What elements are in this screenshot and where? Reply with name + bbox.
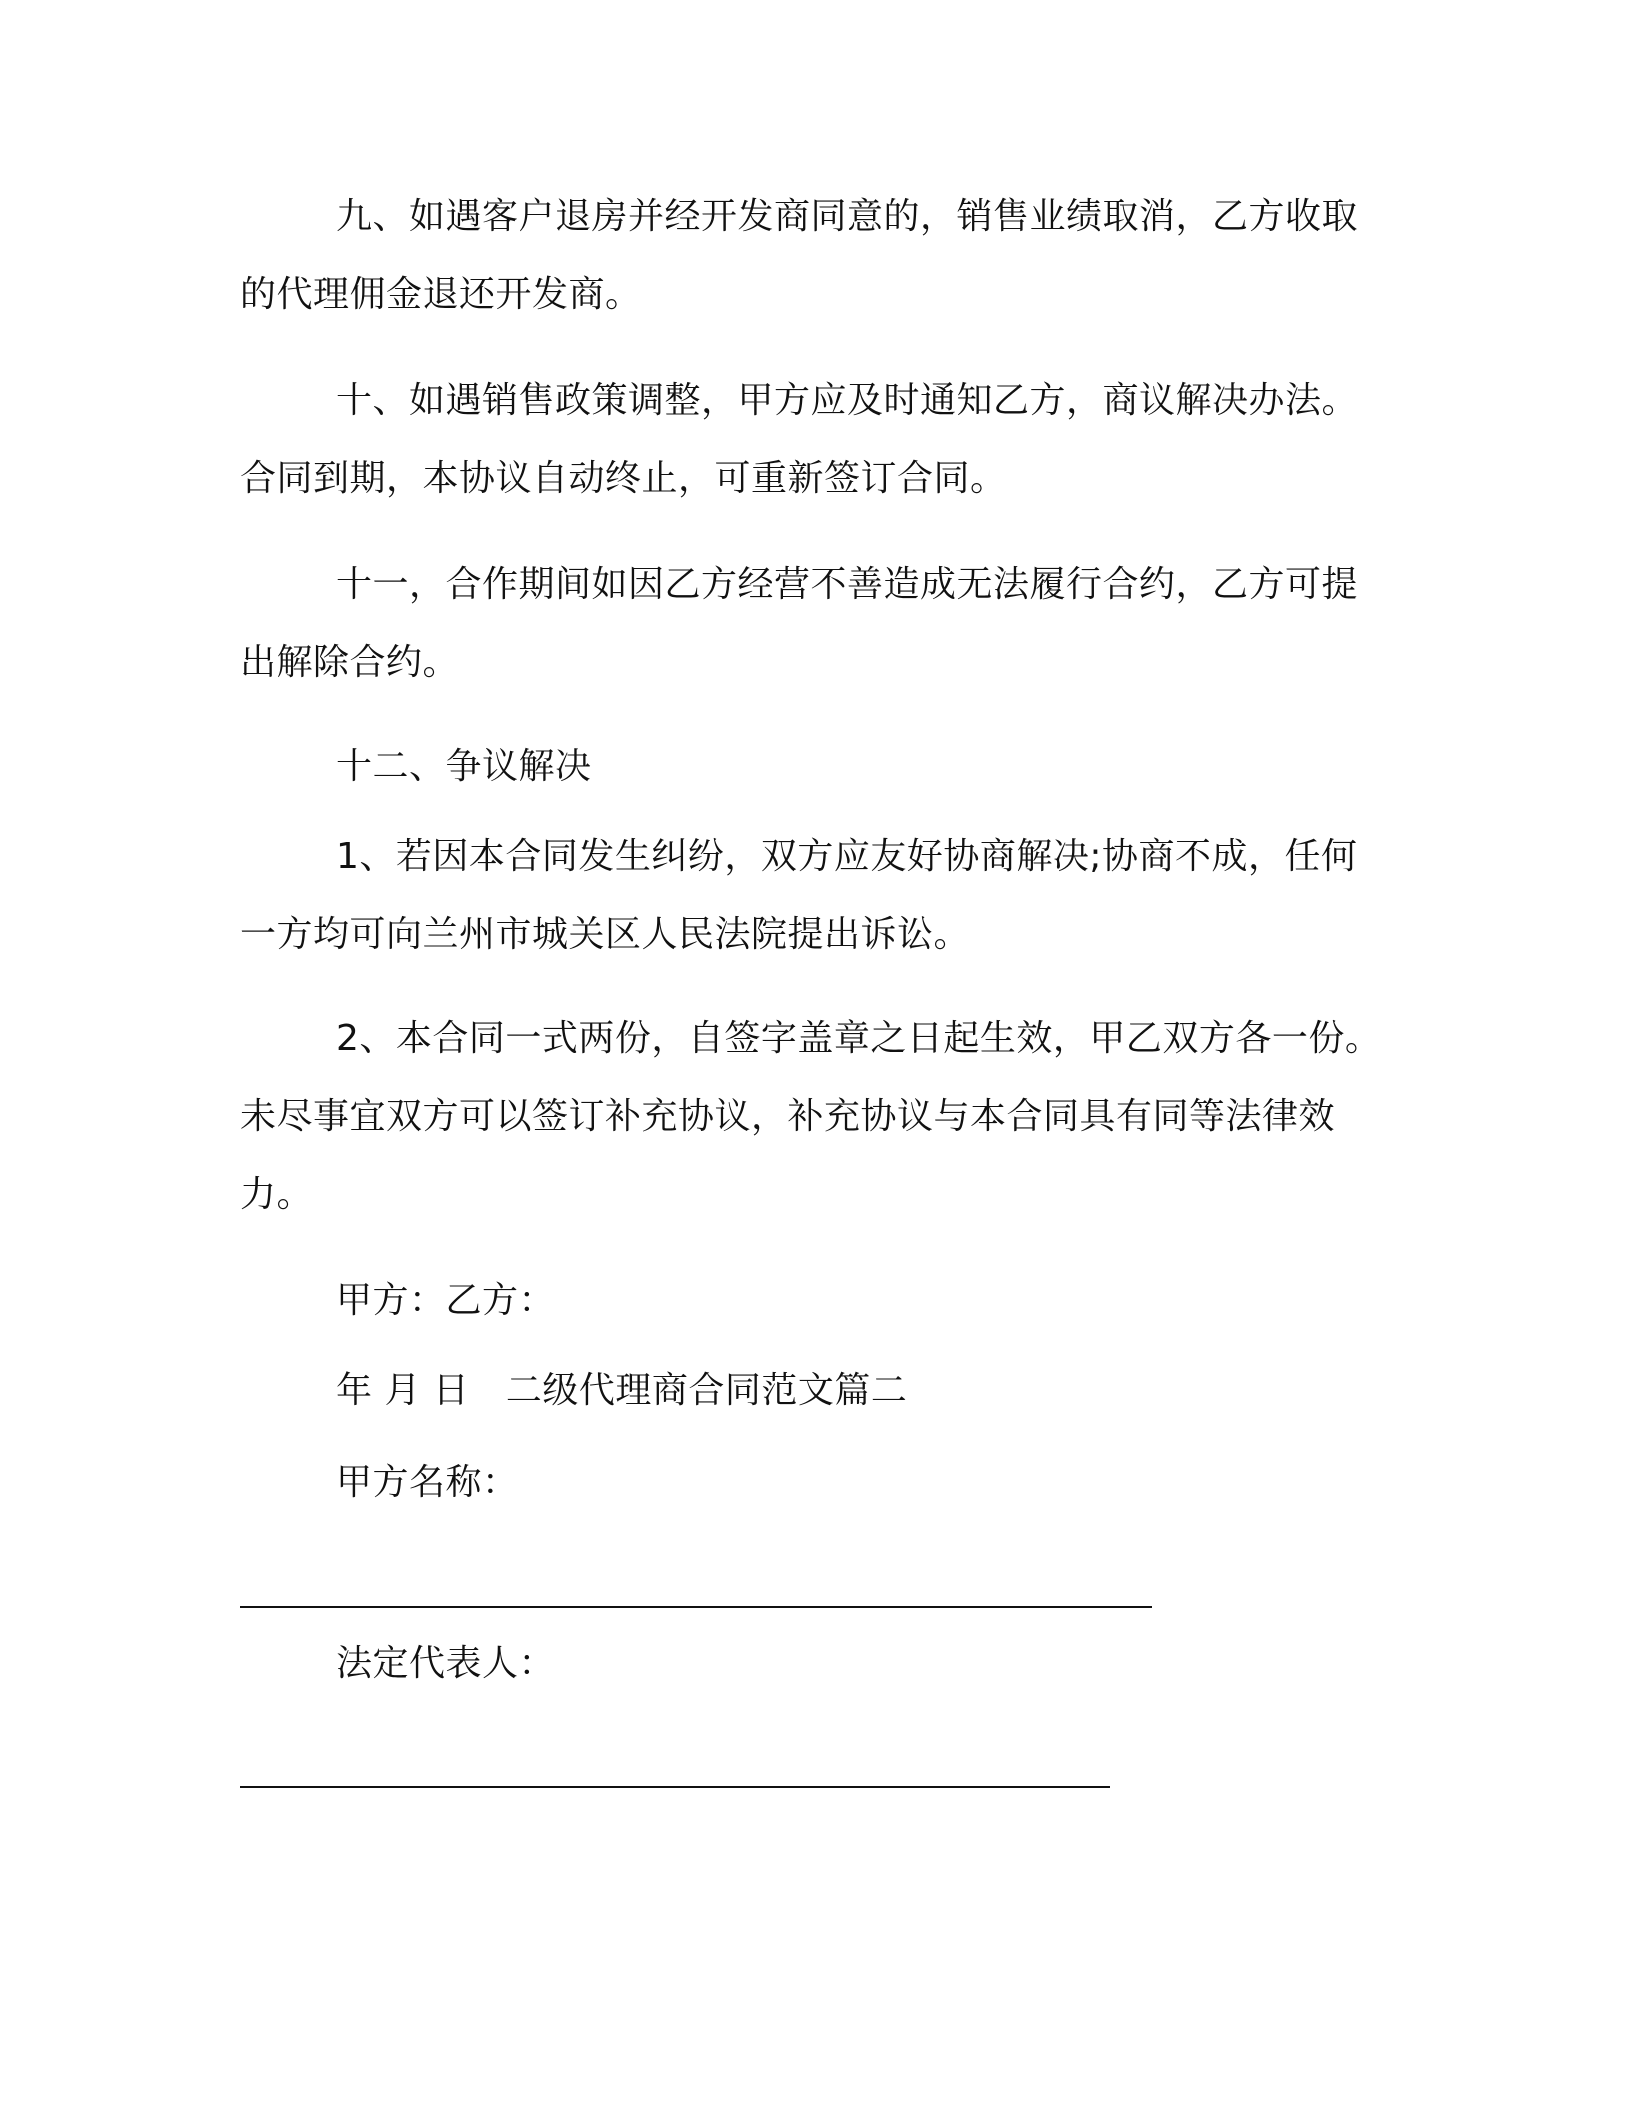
party-a-name-blank-line bbox=[240, 1606, 1152, 1608]
date-and-title: 年 月 日 二级代理商合同范文篇二 bbox=[336, 1370, 908, 1411]
clause-10: 十、如遇销售政策调整，甲方应及时通知乙方，商议解决办法。合同到期，本协议自动终止，可重新签订合同。 bbox=[240, 380, 1359, 499]
clause-9: 九、如遇客户退房并经开发商同意的，销售业绩取消，乙方收取的代理佣金退还开发商。 bbox=[240, 196, 1359, 315]
legal-representative-blank-line bbox=[240, 1786, 1110, 1788]
clause-12-heading: 十二、争议解决 bbox=[336, 746, 592, 787]
clause-12-item-1: 1、若因本合同发生纠纷，双方应友好协商解决;协商不成，任何一方均可向兰州市城关区人民法院提出诉讼。 bbox=[240, 836, 1358, 955]
clause-12-item-2: 2、本合同一式两份，自签字盖章之日起生效，甲乙双方各一份。未尽事宜双方可以签订补充协议，补充协议与本合同具有同等法律效力。 bbox=[240, 1018, 1382, 1215]
legal-representative-label: 法定代表人： bbox=[336, 1643, 556, 1684]
document-page bbox=[240, 0, 1392, 2112]
party-a-name-label: 甲方名称： bbox=[336, 1462, 519, 1503]
signature-parties: 甲方：乙方： bbox=[336, 1280, 556, 1321]
clause-11: 十一，合作期间如因乙方经营不善造成无法履行合约，乙方可提出解除合约。 bbox=[240, 564, 1359, 683]
